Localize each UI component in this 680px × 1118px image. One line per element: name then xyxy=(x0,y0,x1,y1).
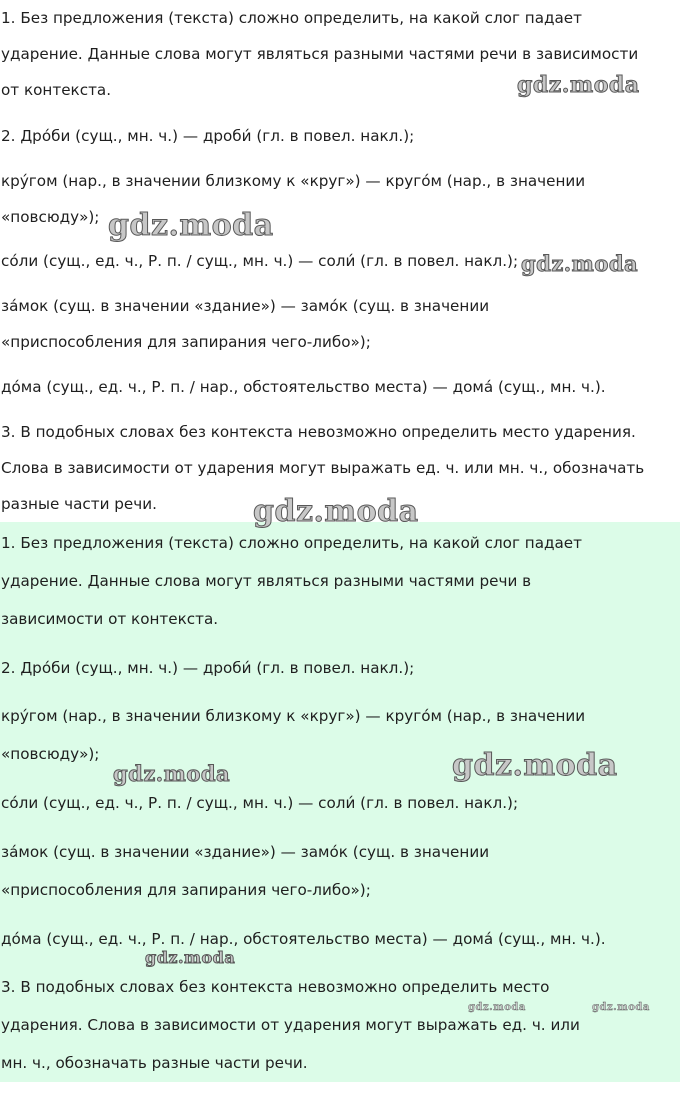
watermark-logo: gdz.moda xyxy=(113,761,231,786)
text-line: ударение. Данные слова могут являться разными частями речи в зависимости xyxy=(1,45,639,63)
text-line: от контекста. xyxy=(1,81,112,99)
text-line: «повсюду»); xyxy=(1,745,100,763)
text-line: 1. Без предложения (текста) сложно определить, на какой слог падает xyxy=(1,534,582,552)
text-line: Слова в зависимости от ударения могут выражать ед. ч. или мн. ч., обозначать xyxy=(1,459,645,477)
text-line: до́ма (сущ., ед. ч., Р. п. / нар., обстоятельство места) — дома́ (сущ., мн. ч.). xyxy=(1,930,606,948)
watermark-logo: gdz.moda xyxy=(253,494,419,529)
text-line: кру́гом (нар., в значении близкому к «круг») — круго́м (нар., в значении xyxy=(1,172,586,190)
text-line: кру́гом (нар., в значении близкому к «круг») — круго́м (нар., в значении xyxy=(1,707,586,725)
text-line: 3. В подобных словах без контекста невозможно определить место xyxy=(1,978,550,996)
text-line: разные части речи. xyxy=(1,495,157,513)
text-line: до́ма (сущ., ед. ч., Р. п. / нар., обстоятельство места) — дома́ (сущ., мн. ч.). xyxy=(1,378,606,396)
text-line: ударение. Данные слова могут являться разными частями речи в xyxy=(1,572,532,590)
text-line: 2. Дро́би (сущ., мн. ч.) — дроби́ (гл. в повел. накл.); xyxy=(1,659,415,677)
text-line: 2. Дро́би (сущ., мн. ч.) — дроби́ (гл. в повел. накл.); xyxy=(1,127,415,145)
text-line: мн. ч., обозначать разные части речи. xyxy=(1,1054,308,1072)
text-line: «повсюду»); xyxy=(1,208,100,226)
watermark-logo: gdz.moda xyxy=(592,1002,650,1013)
watermark-logo: gdz.moda xyxy=(452,748,618,783)
watermark-logo: gdz.moda xyxy=(108,208,274,243)
text-line: зависимости от контекста. xyxy=(1,610,219,628)
text-line: 1. Без предложения (текста) сложно определить, на какой слог падает xyxy=(1,9,582,27)
watermark-logo: gdz.moda xyxy=(517,72,640,98)
text-line: со́ли (сущ., ед. ч., Р. п. / сущ., мн. ч.) — соли́ (гл. в повел. накл.); xyxy=(1,252,519,270)
answer-block-highlighted xyxy=(0,522,680,1082)
watermark-logo: gdz.moda xyxy=(521,251,639,276)
watermark-logo: gdz.moda xyxy=(145,948,236,967)
text-line: «приспособления для запирания чего-либо»); xyxy=(1,881,371,899)
text-line: со́ли (сущ., ед. ч., Р. п. / сущ., мн. ч.) — соли́ (гл. в повел. накл.); xyxy=(1,794,519,812)
text-line: ударения. Слова в зависимости от ударения могут выражать ед. ч. или xyxy=(1,1016,580,1034)
text-line: «приспособления для запирания чего-либо»); xyxy=(1,333,371,351)
text-line: за́мок (сущ. в значении «здание») — замо́к (сущ. в значении xyxy=(1,843,490,861)
watermark-logo: gdz.moda xyxy=(468,1002,526,1013)
text-line: 3. В подобных словах без контекста невозможно определить место ударения. xyxy=(1,423,636,441)
text-line: за́мок (сущ. в значении «здание») — замо́к (сущ. в значении xyxy=(1,297,490,315)
